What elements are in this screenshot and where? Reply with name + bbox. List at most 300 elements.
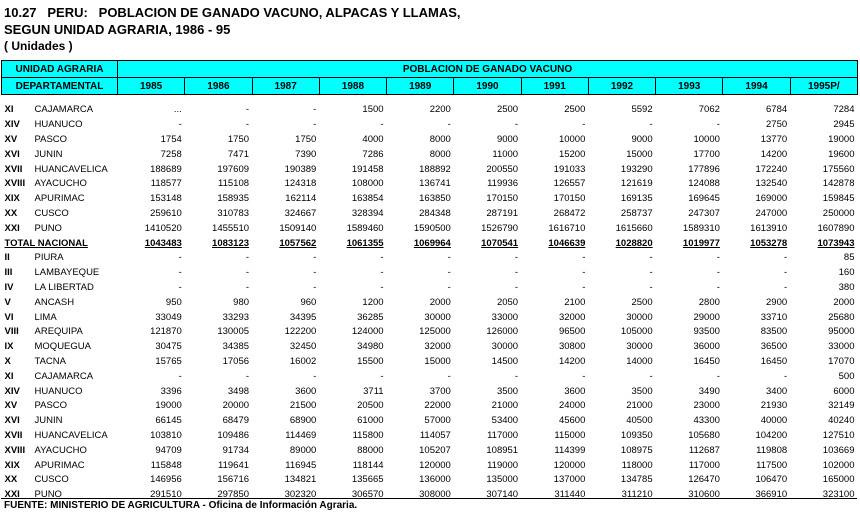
value-cell: 2800 — [698, 296, 720, 308]
value-cell: 3600 — [564, 385, 586, 397]
value-cell: 20000 — [222, 400, 250, 412]
region-code: XI — [4, 370, 14, 382]
value-cell: - — [447, 252, 451, 264]
value-cell: 10000 — [558, 133, 586, 145]
value-cell: - — [245, 119, 250, 131]
region-code: XIV — [4, 119, 20, 131]
region-code: XXI — [4, 222, 20, 234]
value-cell: 21000 — [626, 400, 653, 412]
value-cell: 1613910 — [750, 222, 788, 234]
value-cell: 22000 — [424, 400, 451, 412]
value-cell: 297850 — [217, 489, 250, 501]
table-row — [2, 103, 858, 118]
value-cell: 15000 — [424, 355, 451, 367]
value-cell: - — [313, 104, 317, 116]
value-cell: 2200 — [429, 104, 451, 116]
value-cell: 88000 — [357, 444, 384, 456]
value-cell: 1455510 — [212, 222, 250, 234]
value-cell: 96500 — [558, 326, 586, 338]
value-cell: - — [716, 370, 720, 382]
value-cell: 1046639 — [548, 237, 586, 249]
value-cell: - — [783, 252, 788, 264]
value-cell: 105207 — [419, 444, 451, 456]
value-cell: 32149 — [828, 400, 855, 412]
department-name: ANCASH — [34, 296, 75, 308]
region-code: XVII — [4, 163, 23, 175]
value-cell: 16450 — [760, 355, 788, 367]
value-cell: 191458 — [351, 163, 384, 175]
value-cell: 118144 — [352, 459, 384, 471]
value-cell: 3500 — [631, 385, 653, 397]
value-cell: 36500 — [760, 341, 788, 353]
value-cell: - — [514, 267, 519, 279]
value-cell: 30000 — [491, 341, 519, 353]
title-line-2: SEGUN UNIDAD AGRARIA, 1986 - 95 — [4, 22, 231, 37]
table-row — [2, 310, 858, 325]
value-cell: ... — [173, 104, 182, 116]
region-code: XIV — [4, 385, 20, 397]
value-cell: 43300 — [693, 415, 720, 427]
value-cell: 119000 — [487, 459, 519, 471]
value-cell: 328394 — [351, 207, 384, 219]
value-cell: - — [178, 252, 182, 264]
value-cell: 127510 — [822, 429, 855, 441]
value-cell: 247307 — [688, 207, 720, 219]
value-cell: - — [716, 119, 720, 131]
value-cell: 172240 — [755, 163, 788, 175]
department-name: AYACUCHO — [34, 444, 87, 456]
value-cell: - — [649, 119, 653, 131]
value-cell: 119808 — [756, 444, 788, 456]
value-cell: 114469 — [285, 429, 317, 441]
year-header: 1995P/ — [790, 78, 857, 95]
value-cell: - — [447, 370, 451, 382]
value-cell: 197609 — [217, 163, 250, 175]
value-cell: 1061355 — [346, 237, 384, 249]
value-cell: 1028820 — [615, 237, 653, 249]
value-cell: 159845 — [822, 193, 855, 205]
value-cell: 1607890 — [817, 222, 855, 234]
value-cell: - — [178, 281, 182, 293]
value-cell: - — [380, 252, 384, 264]
value-cell: 68900 — [289, 415, 317, 427]
value-cell: 7062 — [698, 104, 720, 116]
value-cell: 5592 — [631, 104, 653, 116]
department-name: APURIMAC — [34, 193, 85, 205]
bottom-rule — [1, 498, 857, 499]
value-cell: 1509140 — [279, 222, 317, 234]
value-cell: - — [582, 370, 586, 382]
value-cell: 93500 — [693, 326, 720, 338]
value-cell: 258737 — [620, 207, 653, 219]
value-cell: - — [178, 370, 182, 382]
value-cell: 2500 — [631, 296, 653, 308]
region-code: XVIII — [4, 444, 26, 456]
value-cell: 380 — [838, 281, 855, 293]
col-header-departamental: DEPARTAMENTAL — [2, 78, 118, 95]
value-cell: 119936 — [487, 178, 519, 190]
table-row — [2, 192, 858, 207]
value-cell: 126557 — [553, 178, 586, 190]
value-cell: - — [582, 267, 586, 279]
value-cell: 24000 — [558, 400, 586, 412]
value-cell: 125000 — [419, 326, 451, 338]
value-cell: - — [649, 281, 653, 293]
value-cell: 23000 — [693, 400, 720, 412]
col-header-unidad: UNIDAD AGRARIA — [2, 61, 118, 78]
value-cell: 33710 — [760, 311, 788, 323]
value-cell: 17700 — [693, 148, 720, 160]
table-row — [2, 177, 858, 192]
region-code: IV — [4, 281, 14, 293]
department-name: HUANCAVELICA — [34, 429, 108, 441]
department-name: PASCO — [34, 400, 68, 412]
value-cell: 950 — [165, 296, 182, 308]
value-cell: 160 — [838, 267, 855, 279]
region-code: XI — [4, 104, 14, 116]
value-cell: 324667 — [284, 207, 317, 219]
region-code: XVIII — [4, 178, 26, 190]
value-cell: - — [447, 267, 451, 279]
table-row — [2, 295, 858, 310]
value-cell: 117000 — [688, 459, 720, 471]
value-cell: 68479 — [222, 415, 250, 427]
department-name: TACNA — [34, 355, 66, 367]
units-label: ( Unidades ) — [4, 39, 73, 53]
value-cell: 108951 — [486, 444, 519, 456]
year-header: 1992 — [588, 78, 655, 95]
value-cell: 6784 — [766, 104, 788, 116]
col-group-header: POBLACION DE GANADO VACUNO — [118, 61, 858, 78]
value-cell: 137000 — [553, 474, 586, 486]
value-cell: - — [245, 104, 250, 116]
value-cell: 132540 — [755, 178, 788, 190]
value-cell: 104200 — [755, 429, 788, 441]
value-cell: 306570 — [351, 489, 384, 501]
value-cell: 169645 — [688, 193, 720, 205]
region-code: III — [4, 267, 13, 279]
title-line-1: 10.27 PERU: POBLACION DE GANADO VACUNO, ALPACAS Y LLAMAS, — [4, 5, 461, 20]
value-cell: 103810 — [150, 429, 182, 441]
value-cell: 57000 — [424, 415, 451, 427]
region-code: XVI — [4, 148, 20, 160]
department-name: HUANUCO — [34, 119, 83, 131]
value-cell: 1410520 — [144, 222, 182, 234]
value-cell: 136000 — [419, 474, 451, 486]
value-cell: 311210 — [621, 489, 653, 501]
year-header: 1986 — [185, 78, 252, 95]
value-cell: 117000 — [487, 429, 519, 441]
value-cell: 3500 — [496, 385, 519, 397]
value-cell: 1589310 — [682, 222, 720, 234]
department-name: LA LIBERTAD — [34, 281, 94, 293]
value-cell: 116945 — [285, 459, 317, 471]
table-row — [2, 355, 858, 370]
department-name: CUSCO — [34, 474, 69, 486]
value-cell: 284348 — [419, 207, 451, 219]
value-cell: 9000 — [631, 133, 653, 145]
value-cell: 960 — [300, 296, 317, 308]
value-cell: 165000 — [822, 474, 855, 486]
value-cell: 8000 — [429, 148, 451, 160]
value-cell: 103669 — [822, 444, 855, 456]
value-cell: 34980 — [357, 341, 384, 353]
value-cell: 170150 — [486, 193, 519, 205]
region-code: VIII — [4, 326, 19, 338]
department-name: APURIMAC — [34, 459, 85, 471]
value-cell: 17070 — [828, 355, 855, 367]
value-cell: 40240 — [828, 415, 855, 427]
value-cell: 13770 — [760, 133, 788, 145]
value-cell: 15000 — [626, 148, 653, 160]
table-row — [2, 429, 858, 444]
page-title — [4, 4, 461, 55]
value-cell: 156716 — [217, 474, 250, 486]
value-cell: - — [783, 267, 788, 279]
table-row — [2, 162, 858, 177]
region-code: II — [4, 252, 10, 264]
value-cell: 124318 — [284, 178, 317, 190]
value-cell: - — [447, 281, 451, 293]
value-cell: 15500 — [357, 355, 384, 367]
department-name: LAMBAYEQUE — [34, 267, 100, 279]
value-cell: 323100 — [822, 489, 855, 501]
value-cell: 1754 — [160, 133, 182, 145]
department-name: PUNO — [34, 222, 62, 234]
table-row — [2, 340, 858, 355]
department-name: MOQUEGUA — [34, 341, 91, 353]
value-cell: 310600 — [688, 489, 720, 501]
value-cell: 105680 — [688, 429, 720, 441]
value-cell: 1043483 — [144, 237, 182, 249]
value-cell: 302320 — [284, 489, 317, 501]
value-cell: - — [178, 119, 182, 131]
value-cell: - — [716, 267, 720, 279]
value-cell: 193290 — [620, 163, 653, 175]
value-cell: 121619 — [620, 178, 653, 190]
value-cell: 3600 — [295, 385, 317, 397]
value-cell: - — [313, 119, 317, 131]
value-cell: 3498 — [227, 385, 250, 397]
value-cell: 33049 — [155, 311, 182, 323]
value-cell: 366910 — [755, 489, 788, 501]
department-name: AYACUCHO — [34, 178, 87, 190]
region-code: X — [4, 355, 11, 367]
year-header: 1985 — [118, 78, 185, 95]
value-cell: 45600 — [558, 415, 586, 427]
value-cell: 163854 — [351, 193, 384, 205]
value-cell: 15765 — [155, 355, 182, 367]
value-cell: 259610 — [150, 207, 182, 219]
department-name: AREQUIPA — [34, 326, 83, 338]
value-cell: 108975 — [620, 444, 653, 456]
value-cell: 7284 — [833, 104, 855, 116]
value-cell: 142878 — [822, 178, 855, 190]
value-cell: 91734 — [222, 444, 250, 456]
table-row — [2, 133, 858, 148]
value-cell: 3396 — [160, 385, 182, 397]
region-code: XIX — [4, 459, 20, 471]
table-row — [2, 281, 858, 296]
value-cell: 126470 — [688, 474, 720, 486]
table-row — [2, 458, 858, 473]
value-cell: 1069964 — [413, 237, 451, 249]
value-cell: 188689 — [150, 163, 182, 175]
department-name: JUNIN — [34, 415, 63, 427]
value-cell: 200550 — [486, 163, 519, 175]
region-code: XV — [4, 400, 18, 412]
value-cell: 500 — [838, 370, 855, 382]
department-name: JUNIN — [34, 148, 63, 160]
department-name: PASCO — [34, 133, 68, 145]
value-cell: 21500 — [289, 400, 317, 412]
region-code: VI — [4, 311, 14, 323]
value-cell: - — [447, 119, 451, 131]
value-cell: - — [178, 267, 182, 279]
value-cell: - — [783, 281, 788, 293]
value-cell: 3700 — [429, 385, 451, 397]
value-cell: - — [313, 267, 317, 279]
region-code: XVII — [4, 429, 23, 441]
value-cell: 8000 — [429, 133, 451, 145]
value-cell: - — [313, 281, 317, 293]
total-row — [2, 236, 858, 251]
value-cell: 32000 — [558, 311, 586, 323]
value-cell: 36285 — [357, 311, 384, 323]
value-cell: 32000 — [424, 341, 451, 353]
region-code: IX — [4, 341, 14, 353]
value-cell: 118000 — [621, 459, 653, 471]
value-cell: - — [514, 281, 519, 293]
region-code: XV — [4, 133, 18, 145]
value-cell: 34395 — [289, 311, 317, 323]
header-row-years — [2, 78, 858, 95]
value-cell: 1053278 — [750, 237, 788, 249]
department-name: PUNO — [34, 489, 62, 501]
value-cell: 3400 — [766, 385, 788, 397]
table-row — [2, 399, 858, 414]
value-cell: 310783 — [217, 207, 250, 219]
value-cell: 66145 — [155, 415, 182, 427]
value-cell: 30800 — [558, 341, 586, 353]
department-name: HUANUCO — [34, 385, 83, 397]
value-cell: 191033 — [553, 163, 586, 175]
value-cell: 1616710 — [548, 222, 586, 234]
value-cell: - — [582, 281, 586, 293]
value-cell: 40500 — [626, 415, 653, 427]
value-cell: 169135 — [620, 193, 653, 205]
value-cell: 287191 — [486, 207, 519, 219]
region-code: XVI — [4, 415, 20, 427]
value-cell: 17056 — [222, 355, 250, 367]
value-cell: 1200 — [362, 296, 384, 308]
value-cell: 1057562 — [279, 237, 317, 249]
value-cell: 36000 — [693, 341, 720, 353]
value-cell: 170150 — [553, 193, 586, 205]
value-cell: 2000 — [833, 296, 855, 308]
value-cell: 30475 — [155, 341, 182, 353]
value-cell: 1073943 — [817, 237, 855, 249]
value-cell: 122200 — [284, 326, 317, 338]
value-cell: 109486 — [217, 429, 250, 441]
value-cell: - — [380, 119, 384, 131]
value-cell: 162114 — [285, 193, 317, 205]
value-cell: - — [649, 252, 653, 264]
department-name: CAJAMARCA — [34, 370, 94, 382]
value-cell: - — [313, 252, 317, 264]
value-cell: 19000 — [155, 400, 182, 412]
department-name: HUANCAVELICA — [34, 163, 108, 175]
value-cell: 3490 — [698, 385, 720, 397]
value-cell: 2500 — [496, 104, 519, 116]
table-row — [2, 266, 858, 281]
value-cell: 33293 — [222, 311, 250, 323]
value-cell: 114399 — [554, 444, 586, 456]
value-cell: 85 — [843, 252, 855, 264]
spacer-row — [2, 95, 858, 104]
value-cell: 30000 — [424, 311, 451, 323]
value-cell: 117500 — [756, 459, 788, 471]
value-cell: - — [649, 267, 653, 279]
value-cell: 169000 — [755, 193, 788, 205]
value-cell: 7286 — [362, 148, 384, 160]
value-cell: - — [245, 267, 250, 279]
value-cell: 115000 — [554, 429, 586, 441]
value-cell: 89000 — [289, 444, 317, 456]
source-note: FUENTE: MINISTERIO DE AGRICULTURA - Oficina de Información Agraria. — [4, 500, 358, 511]
value-cell: 307140 — [486, 489, 519, 501]
value-cell: 25680 — [828, 311, 855, 323]
year-header: 1991 — [521, 78, 588, 95]
year-header: 1994 — [723, 78, 790, 95]
year-header: 1990 — [454, 78, 521, 95]
value-cell: 1070541 — [481, 237, 519, 249]
value-cell: 11000 — [492, 148, 519, 160]
value-cell: 40000 — [760, 415, 788, 427]
region-code: V — [4, 296, 11, 308]
value-cell: 53400 — [491, 415, 519, 427]
table-row — [2, 221, 858, 236]
value-cell: 1526790 — [481, 222, 519, 234]
value-cell: 2000 — [429, 296, 451, 308]
department-name: CUSCO — [34, 207, 69, 219]
value-cell: - — [514, 370, 519, 382]
value-cell: 135665 — [351, 474, 384, 486]
total-label: TOTAL NACIONAL — [4, 237, 88, 249]
value-cell: - — [514, 119, 519, 131]
table-row — [2, 384, 858, 399]
table-row — [2, 147, 858, 162]
value-cell: - — [245, 370, 250, 382]
value-cell: - — [514, 252, 519, 264]
value-cell: 114057 — [419, 429, 451, 441]
value-cell: 1615660 — [615, 222, 653, 234]
department-name: PIURA — [34, 252, 64, 264]
value-cell: 16002 — [289, 355, 317, 367]
value-cell: 20500 — [357, 400, 384, 412]
value-cell: 102000 — [822, 459, 855, 471]
value-cell: 268472 — [553, 207, 586, 219]
region-code: XXI — [4, 489, 20, 501]
value-cell: 188892 — [419, 163, 451, 175]
value-cell: - — [716, 252, 720, 264]
value-cell: - — [313, 370, 317, 382]
value-cell: 980 — [233, 296, 250, 308]
value-cell: 126000 — [486, 326, 519, 338]
value-cell: 30000 — [626, 341, 653, 353]
value-cell: 1750 — [295, 133, 317, 145]
value-cell: - — [716, 281, 720, 293]
